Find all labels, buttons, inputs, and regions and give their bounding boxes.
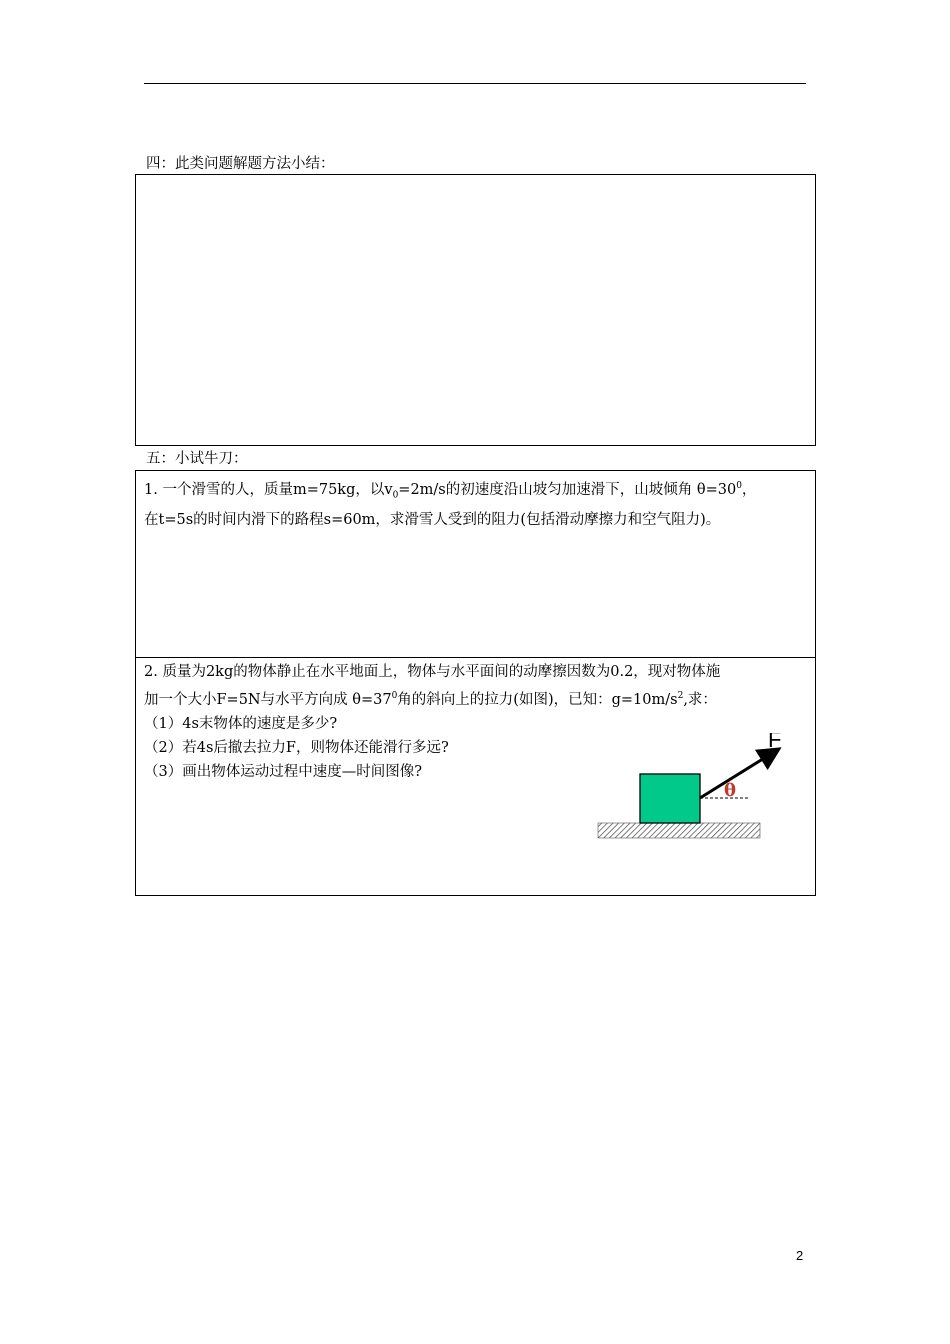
section4-heading: 四：此类问题解题方法小结：	[146, 156, 335, 172]
section5-heading: 五：小试牛刀：	[146, 451, 248, 467]
block	[640, 774, 700, 823]
page-number: 2	[796, 1248, 804, 1263]
summary-answer-box[interactable]	[135, 174, 816, 446]
angle-label: θ	[724, 780, 737, 801]
force-arrow	[700, 752, 774, 798]
header-rule	[144, 83, 806, 84]
problem1-line1: 1. 一个滑雪的人，质量m=75kg，以$v_0=2m/s$的初速度沿山坡匀加速滑下，山坡倾角 $\theta=30^0$，	[144, 481, 757, 501]
problem2-line1: 2. 质量为2kg的物体静止在水平地面上，物体与水平面间的动摩擦因数为0.2，现对物体施	[144, 664, 721, 680]
problem2-question3: （3）画出物体运动过程中速度—时间图像?	[144, 763, 422, 780]
problem2-question2: （2）若4s后撤去拉力F，则物体还能滑行多远?	[144, 739, 449, 756]
row-divider	[136, 657, 815, 658]
problem1-cell[interactable]	[136, 474, 815, 658]
problem1-line2: 在t=5s的时间内滑下的路程s=60m，求滑雪人受到的阻力(包括滑动摩擦力和空气阻力)。	[144, 511, 721, 528]
ground-surface	[598, 823, 760, 838]
problem2-question1: （1）4s末物体的速度是多少?	[144, 715, 338, 732]
force-diagram	[590, 733, 790, 845]
force-label: F	[768, 733, 782, 752]
problem2-line2: 加一个大小F=5N与水平方向成 $\theta=37^0$角的斜向上的拉力(如图)，已知：$g=10m/s^2$,求：	[144, 691, 717, 708]
